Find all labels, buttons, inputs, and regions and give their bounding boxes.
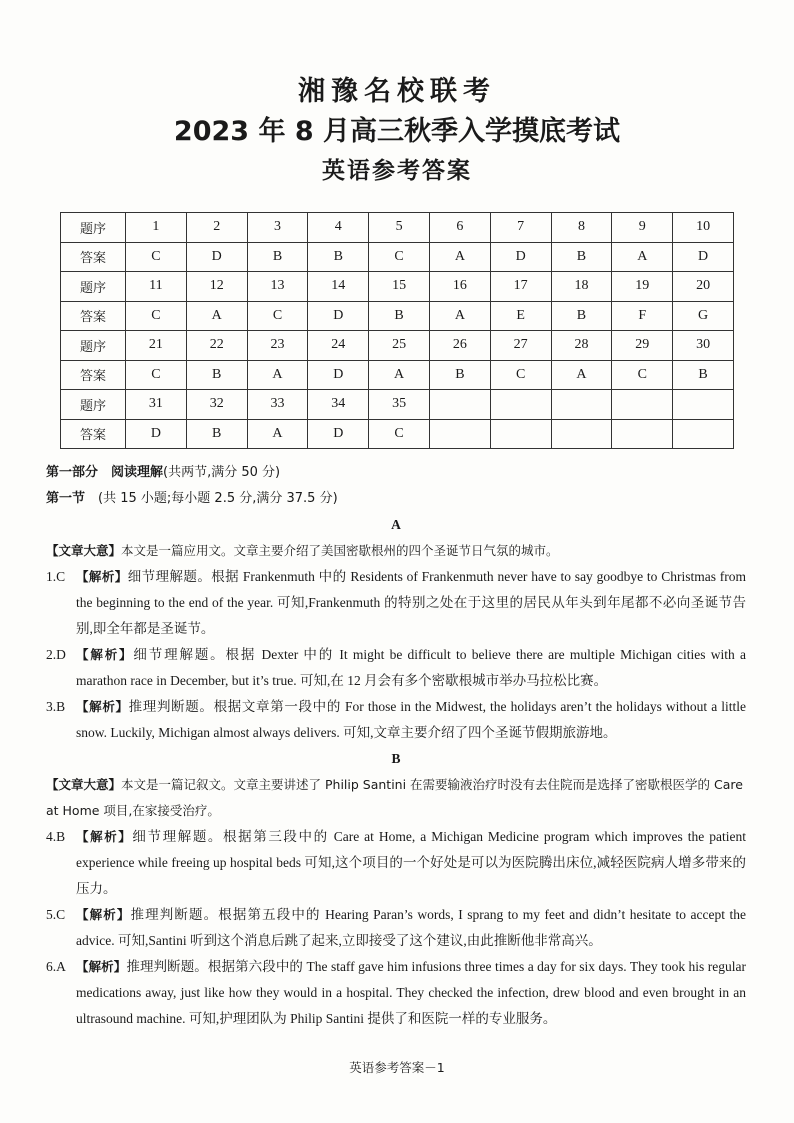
- analysis-text: 推理判断题。根据文章第一段中的 For those in the Midwest, the holidays aren’t the holidays without a little snow. Luckily, Michigan almost always delivers. 可知,文章主要介绍了四个圣诞节假期旅游地。: [76, 699, 746, 740]
- analysis-text: 推理判断题。根据第五段中的 Hearing Paran’s words, I sprang to my feet and didn’t hesitate to accept the advice. 可知,Santini 听到这个消息后跳了起来,立即接受了这个建议,由此推断他非常高兴。: [76, 907, 746, 948]
- question-number-cell: 30: [673, 331, 734, 361]
- exam-organizer-title: 湘豫名校联考: [298, 76, 496, 107]
- answer-cell: C: [247, 301, 308, 331]
- section-note: (共 15 小题;每小题 2.5 分,满分 37.5 分): [98, 491, 338, 506]
- question-number-cell: 16: [429, 272, 490, 302]
- question-number-cell: 20: [673, 272, 734, 302]
- passage-a-letter: A: [391, 517, 401, 532]
- item-number: 1.C: [46, 569, 66, 584]
- page-footer: 英语参考答案－1: [349, 1060, 445, 1075]
- passage-a-items: [46, 564, 746, 746]
- answer-cell: [490, 419, 551, 449]
- analysis-tag: 【解析】: [76, 699, 129, 714]
- question-number-cell: 6: [429, 213, 490, 243]
- question-number-cell: 35: [369, 390, 430, 420]
- answer-cell: D: [186, 242, 247, 272]
- answer-cell: [673, 419, 734, 449]
- analysis-text: 细节理解题。根据 Frankenmuth 中的 Residents of Frankenmuth never have to say goodbye to Christmas from the beginning to the end of the year. 可知,Frankenmuth 的特别之处在于这里的居民从年头到年尾都不必向圣诞节告别,即全年都是圣诞节。: [76, 569, 746, 636]
- row-label: 答案: [61, 360, 126, 390]
- answer-cell: [551, 419, 612, 449]
- answer-cell: B: [186, 419, 247, 449]
- question-number-cell: 1: [126, 213, 187, 243]
- analysis-tag: 【解析】: [76, 647, 134, 662]
- item-body: [76, 694, 746, 746]
- item-number: 2.D: [46, 647, 66, 662]
- explanation-item: [46, 694, 746, 746]
- question-number-cell: 12: [186, 272, 247, 302]
- question-number-cell: 19: [612, 272, 673, 302]
- answer-cell: B: [369, 301, 430, 331]
- summary-tag: 【文章大意】: [46, 777, 122, 792]
- answer-cell: A: [186, 301, 247, 331]
- question-number-cell: 32: [186, 390, 247, 420]
- answer-cell: D: [673, 242, 734, 272]
- question-number-cell: 3: [247, 213, 308, 243]
- item-body: [76, 824, 746, 902]
- part-title: 第一部分 阅读理解: [46, 465, 164, 480]
- explanations: [46, 460, 746, 1032]
- item-body: [76, 564, 746, 642]
- answer-row: [61, 360, 734, 390]
- row-label: 答案: [61, 242, 126, 272]
- question-number-cell: 26: [429, 331, 490, 361]
- answer-cell: C: [490, 360, 551, 390]
- answer-cell: A: [247, 360, 308, 390]
- explanation-item: [46, 824, 746, 902]
- analysis-tag: 【解析】: [76, 959, 127, 974]
- answer-cell: B: [551, 301, 612, 331]
- answer-cell: C: [126, 301, 187, 331]
- answer-row: [61, 242, 734, 272]
- answer-cell: D: [126, 419, 187, 449]
- answer-cell: C: [612, 360, 673, 390]
- question-number-cell: 28: [551, 331, 612, 361]
- explanation-item: [46, 564, 746, 642]
- question-number-row: [61, 331, 734, 361]
- question-number-row: [61, 213, 734, 243]
- question-number-cell: [673, 390, 734, 420]
- answer-cell: B: [247, 242, 308, 272]
- item-number: 4.B: [46, 829, 66, 844]
- answer-cell: [429, 419, 490, 449]
- question-number-cell: 29: [612, 331, 673, 361]
- answer-cell: A: [429, 242, 490, 272]
- answer-cell: B: [551, 242, 612, 272]
- answer-cell: C: [369, 419, 430, 449]
- explanation-item: [46, 642, 746, 694]
- row-label: 题序: [61, 272, 126, 302]
- question-number-cell: 13: [247, 272, 308, 302]
- answer-cell: B: [308, 242, 369, 272]
- item-body: [76, 954, 746, 1032]
- passage-b-summary: [46, 772, 746, 824]
- section-title: 第一节: [46, 491, 86, 506]
- answer-cell: E: [490, 301, 551, 331]
- summary-text: 本文是一篇应用文。文章主要介绍了美国密歇根州的四个圣诞节日气氛的城市。: [121, 543, 559, 558]
- question-number-cell: 34: [308, 390, 369, 420]
- answer-cell: C: [126, 242, 187, 272]
- part-note: (共两节,满分 50 分): [163, 465, 281, 480]
- answer-cell: A: [551, 360, 612, 390]
- question-number-cell: 4: [308, 213, 369, 243]
- summary-text: 本文是一篇记叙文。文章主要讲述了 Philip Santini 在需要输液治疗时没有去住院而是选择了密歇根医学的 Care at Home 项目,在家接受治疗。: [46, 777, 743, 818]
- title-block: [0, 72, 794, 190]
- row-label: 答案: [61, 419, 126, 449]
- question-number-cell: 14: [308, 272, 369, 302]
- analysis-tag: 【解析】: [76, 569, 128, 584]
- row-label: 题序: [61, 213, 126, 243]
- answer-cell: D: [308, 301, 369, 331]
- exam-title: 2023 年 8 月高三秋季入学摸底考试: [173, 116, 621, 147]
- question-number-cell: 10: [673, 213, 734, 243]
- explanation-item: [46, 954, 746, 1032]
- question-number-cell: 7: [490, 213, 551, 243]
- row-label: 题序: [61, 390, 126, 420]
- question-number-cell: [551, 390, 612, 420]
- analysis-text: 细节理解题。根据 Dexter 中的 It might be difficult to believe there are multiple Michigan cities with a marathon race in December, but it’s true. 可知,在 12 月会有多个密歇根城市举办马拉松比赛。: [76, 647, 746, 688]
- analysis-text: 推理判断题。根据第六段中的 The staff gave him infusions three times a day for six days. They took his regular medications away, just like how they would in a hospital. They checked the infection, drew blood and even brought in an ultrasound machine. 可知,护理团队为 Philip Santini 提供了和医院一样的专业服务。: [76, 959, 746, 1026]
- passage-b-items: [46, 824, 746, 1032]
- answer-cell: D: [308, 419, 369, 449]
- question-number-cell: 22: [186, 331, 247, 361]
- answer-cell: C: [369, 242, 430, 272]
- answer-cell: A: [369, 360, 430, 390]
- question-number-cell: 11: [126, 272, 187, 302]
- question-number-row: [61, 390, 734, 420]
- part-heading: [46, 460, 746, 486]
- question-number-cell: [490, 390, 551, 420]
- question-number-cell: 23: [247, 331, 308, 361]
- question-number-cell: 2: [186, 213, 247, 243]
- question-number-cell: 5: [369, 213, 430, 243]
- section-heading: [46, 486, 746, 512]
- question-number-cell: 9: [612, 213, 673, 243]
- item-body: [76, 642, 746, 694]
- row-label: 题序: [61, 331, 126, 361]
- item-number: 6.A: [46, 959, 66, 974]
- question-number-cell: 24: [308, 331, 369, 361]
- item-body: [76, 902, 746, 954]
- question-number-cell: 27: [490, 331, 551, 361]
- answer-cell: F: [612, 301, 673, 331]
- passage-a-summary: [46, 538, 746, 564]
- analysis-tag: 【解析】: [76, 829, 133, 844]
- question-number-cell: [612, 390, 673, 420]
- question-number-cell: 15: [369, 272, 430, 302]
- question-number-cell: 18: [551, 272, 612, 302]
- item-number: 3.B: [46, 699, 66, 714]
- answer-cell: C: [126, 360, 187, 390]
- answer-cell: B: [673, 360, 734, 390]
- answer-cell: [612, 419, 673, 449]
- answer-key-title: 英语参考答案: [322, 158, 472, 184]
- analysis-text: 细节理解题。根据第三段中的 Care at Home, a Michigan Medicine program which improves the patient experience while freeing up hospital beds 可知,这个项目的一个好处是可以为医院腾出床位,减轻医院病人增多带来的压力。: [76, 829, 746, 896]
- row-label: 答案: [61, 301, 126, 331]
- answer-cell: A: [429, 301, 490, 331]
- answer-cell: D: [490, 242, 551, 272]
- answer-row: [61, 301, 734, 331]
- question-number-cell: 33: [247, 390, 308, 420]
- answer-cell: A: [612, 242, 673, 272]
- analysis-tag: 【解析】: [76, 907, 131, 922]
- answer-row: [61, 419, 734, 449]
- answer-cell: D: [308, 360, 369, 390]
- question-number-cell: 8: [551, 213, 612, 243]
- explanation-item: [46, 902, 746, 954]
- question-number-cell: 31: [126, 390, 187, 420]
- question-number-cell: 17: [490, 272, 551, 302]
- question-number-cell: [429, 390, 490, 420]
- answer-cell: B: [186, 360, 247, 390]
- answer-cell: B: [429, 360, 490, 390]
- question-number-cell: 21: [126, 331, 187, 361]
- answer-table: [60, 212, 734, 449]
- question-number-cell: 25: [369, 331, 430, 361]
- answer-cell: A: [247, 419, 308, 449]
- item-number: 5.C: [46, 907, 66, 922]
- answer-cell: G: [673, 301, 734, 331]
- summary-tag: 【文章大意】: [46, 543, 122, 558]
- passage-b-letter: B: [391, 751, 401, 766]
- question-number-row: [61, 272, 734, 302]
